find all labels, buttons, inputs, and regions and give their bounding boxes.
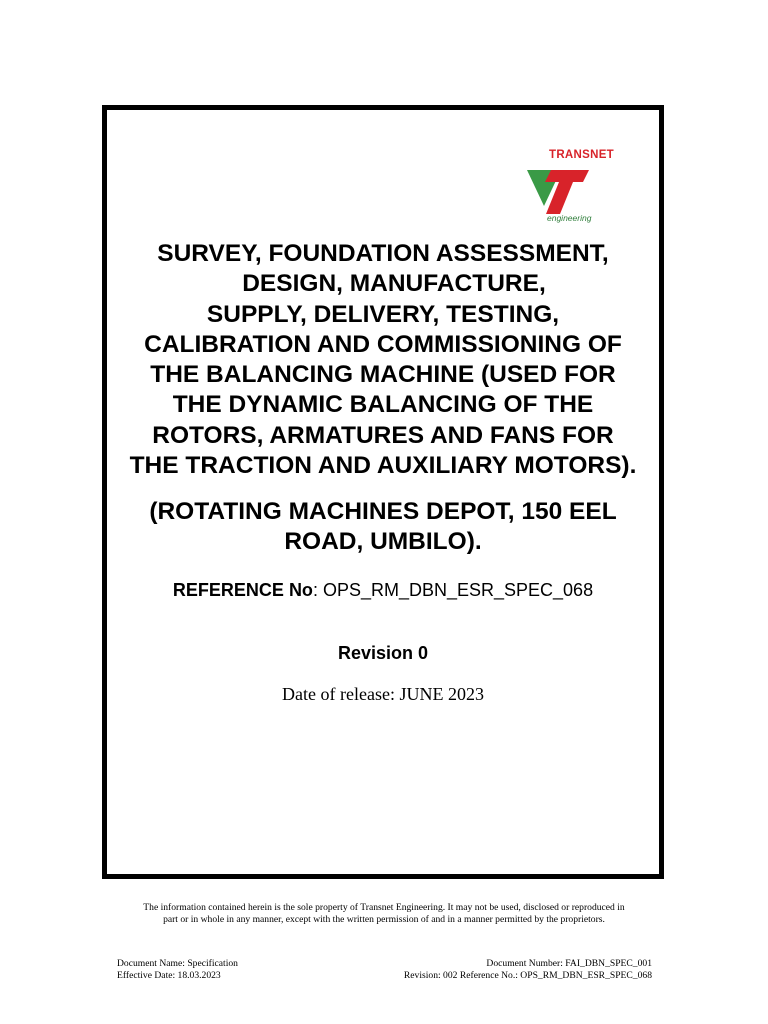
reference-value: OPS_RM_DBN_ESR_SPEC_068: [322, 580, 594, 600]
reference-label: REFERENCE No: [172, 580, 313, 600]
footer-document-number: Document Number: FAI_DBN_SPEC_001: [486, 958, 652, 969]
logo-subtitle: engineering: [547, 213, 592, 223]
transnet-engineering-logo: [527, 146, 627, 228]
transnet-logo-mark-icon: [527, 168, 597, 214]
document-title: [107, 239, 659, 481]
title-line: CALIBRATION AND COMMISSIONING OF: [144, 330, 622, 358]
title-line: DESIGN, MANUFACTURE,: [242, 270, 546, 298]
title-line: SUPPLY, DELIVERY, TESTING,: [206, 300, 560, 328]
footer-effective-date: Effective Date: 18.03.2023: [117, 970, 221, 981]
disclaimer-line: The information contained herein is the sole property of Transnet Engineering. It may not be used, disclosed or reproduced in: [143, 902, 625, 913]
document-location: [107, 497, 659, 557]
cover-frame: [102, 105, 664, 879]
title-line: THE DYNAMIC BALANCING OF THE: [172, 391, 594, 419]
footer-right: [404, 958, 652, 982]
proprietary-disclaimer: [110, 902, 658, 926]
reference-separator: :: [312, 580, 323, 600]
location-line: (ROTATING MACHINES DEPOT, 150 EEL: [149, 498, 617, 525]
disclaimer-line: part or in whole in any manner, except with the written permission of and in a manner permitted by the proprietors.: [163, 914, 605, 925]
footer-revision-reference: Revision: 002 Reference No.: OPS_RM_DBN_ESR_SPEC_068: [403, 970, 652, 981]
title-line: THE BALANCING MACHINE (USED FOR: [150, 361, 616, 389]
footer-document-name: Document Name: Specification: [117, 958, 238, 969]
title-line: THE TRACTION AND AUXILIARY MOTORS).: [129, 452, 637, 480]
title-line: SURVEY, FOUNDATION ASSESSMENT,: [157, 240, 609, 267]
footer-left: [117, 958, 238, 982]
location-line: ROAD, UMBILO).: [284, 528, 482, 555]
release-date: Date of release: JUNE 2023: [282, 684, 484, 704]
reference-number: [107, 580, 659, 601]
logo-wordmark: TRANSNET: [549, 149, 615, 161]
revision-label: Revision 0: [337, 643, 429, 663]
title-line: ROTORS, ARMATURES AND FANS FOR: [152, 421, 614, 449]
